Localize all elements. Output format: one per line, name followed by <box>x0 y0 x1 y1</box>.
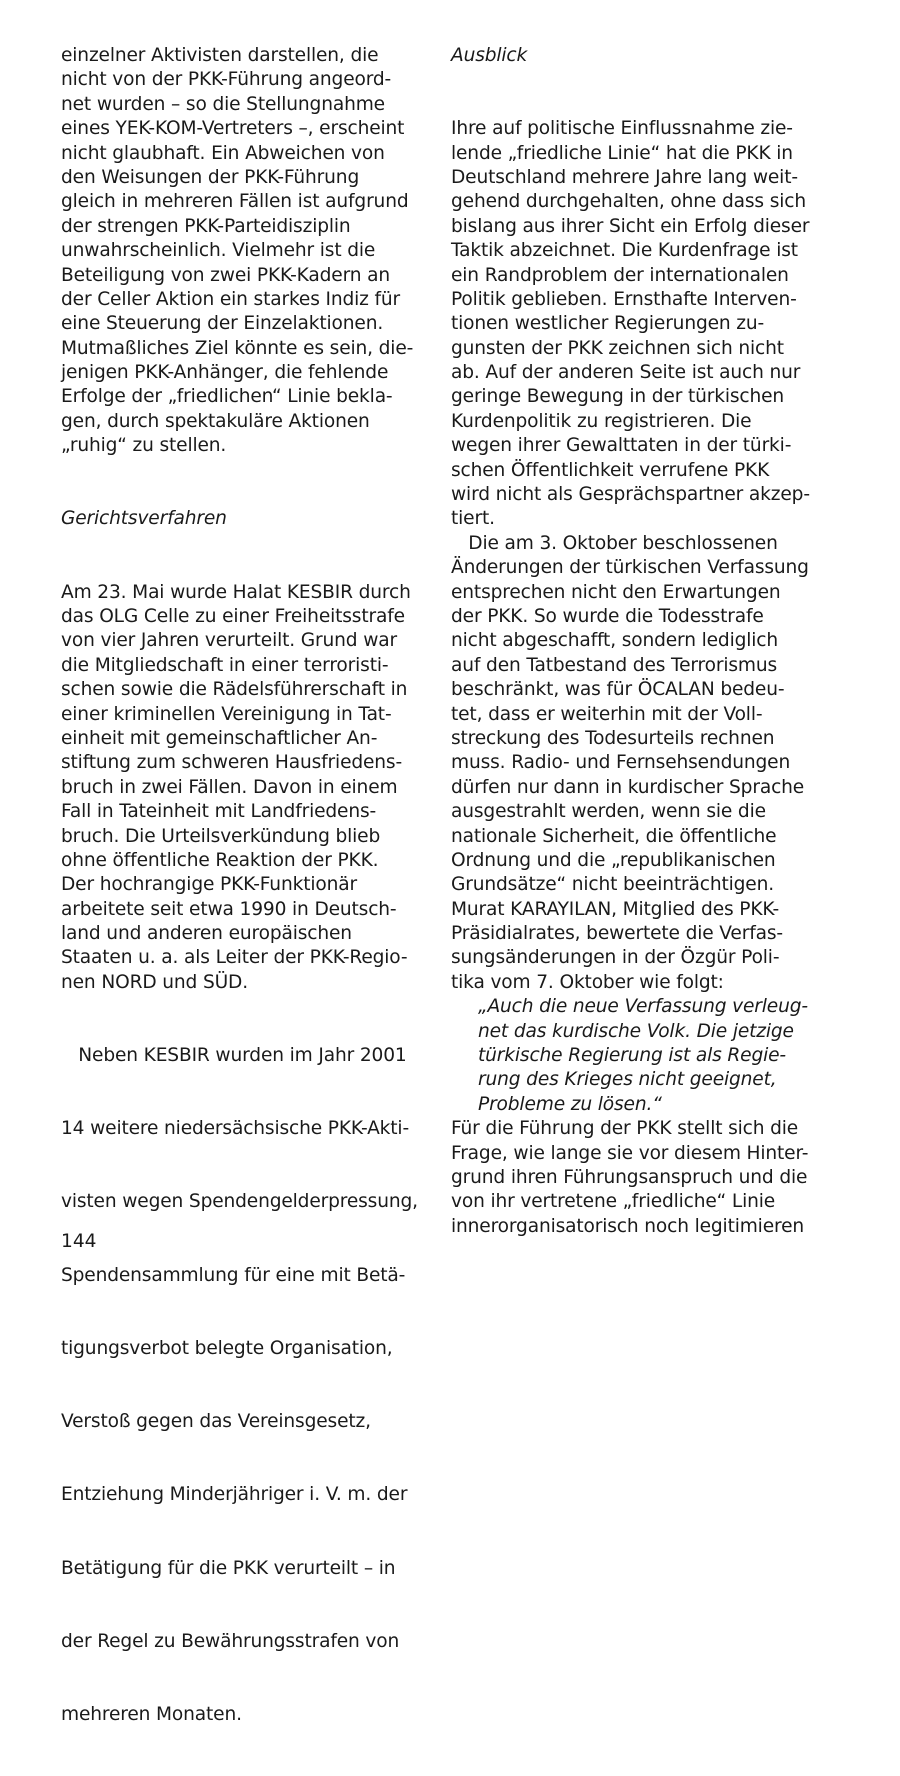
text-line: Betätigung für die PKK verurteilt – in <box>61 1557 396 1579</box>
quote-line: Probleme zu lösen.“ <box>478 1093 662 1115</box>
text-line: einzelner Aktivisten darstellen, die <box>61 45 379 66</box>
text-line: net wurden – so die Stellungnahme <box>61 93 385 115</box>
text-line: wegen ihrer Gewalttaten in der türki- <box>451 435 792 457</box>
text-line: beschränkt, was für ÖCALAN bedeu- <box>451 679 785 701</box>
text-line: tika vom 7. Oktober wie folgt: <box>451 971 724 993</box>
quote-line: net das kurdische Volk. Die jetzige <box>478 1020 794 1042</box>
text-line: eines YEK-KOM-Vertreters –, erscheint <box>61 118 405 140</box>
text-line: gleich in mehreren Fällen ist aufgrund <box>61 191 409 213</box>
text-line: Erfolge der „friedlichen“ Linie bekla- <box>61 386 393 408</box>
text-line: der PKK. So wurde die Todesstrafe <box>451 606 764 627</box>
text-line: Frage, wie lange sie vor diesem Hinter- <box>451 1142 809 1164</box>
spacer <box>61 459 421 508</box>
text-line: geringe Bewegung in der türkischen <box>451 386 785 408</box>
text-line: der Celler Aktion ein starkes Indiz für <box>61 288 401 310</box>
quote-line: türkische Regierung ist als Regie- <box>478 1045 786 1067</box>
text-line: nicht glaubhaft. Ein Abweichen von <box>61 142 385 164</box>
paragraph-constitution <box>451 532 811 995</box>
text-line: ohne öffentliche Reaktion der PKK. <box>61 849 379 871</box>
text-line: einheit mit gemeinschaftlicher An- <box>61 727 378 749</box>
text-line: stiftung zum schweren Hausfriedens- <box>61 752 403 774</box>
text-line: eine Steuerung der Einzelaktionen. <box>61 313 384 335</box>
paragraph-kesbir <box>61 581 421 996</box>
text-line: arbeitete seit etwa 1990 in Deutsch- <box>61 898 397 920</box>
text-line: nationale Sicherheit, die öffentliche <box>451 825 777 847</box>
text-line: bislang aus ihrer Sicht ein Erfolg dieser <box>451 215 810 237</box>
text-line: ein Randproblem der internationalen <box>451 264 789 286</box>
text-line: tet, dass er weiterhin mit der Voll- <box>451 703 763 725</box>
text-line: Staaten u. a. als Leiter der PKK-Regio- <box>61 947 408 969</box>
text-line: Am 23. Mai wurde Halat KESBIR durch <box>61 581 411 603</box>
text-line: Taktik abzeichnet. Die Kurdenfrage ist <box>451 240 798 262</box>
text-line: Der hochrangige PKK-Funktionär <box>61 874 357 896</box>
text-line: grund ihren Führungsanspruch und die <box>451 1166 808 1188</box>
text-line: mehreren Monaten. <box>61 1703 242 1725</box>
text-line: Murat KARAYILAN, Mitglied des PKK- <box>451 898 780 920</box>
text-line: sungsänderungen in der Özgür Poli- <box>451 947 780 969</box>
text-line: nicht abgeschafft, sondern lediglich <box>451 630 778 652</box>
text-line: Grundsätze“ nicht beeinträchtigen. <box>451 874 774 896</box>
text-line: ab. Auf der anderen Seite ist auch nur <box>451 362 801 384</box>
text-line: von ihr vertretene „friedliche“ Linie <box>451 1191 776 1213</box>
text-line: ausgestrahlt werden, wenn sie die <box>451 801 766 823</box>
text-line: schen Öffentlichkeit verrufene PKK <box>451 459 770 481</box>
section-heading-gerichtsverfahren: Gerichtsverfahren <box>61 508 227 530</box>
quote-karayilan <box>451 995 811 1117</box>
text-line: Ordnung und die „republikanischen <box>451 849 776 871</box>
text-line: nicht von der PKK-Führung angeord- <box>61 69 392 91</box>
paragraph-intro <box>61 44 421 459</box>
text-line: von vier Jahren verurteilt. Grund war <box>61 630 397 652</box>
text-line: bruch. Die Urteilsverkündung blieb <box>61 825 381 847</box>
text-line: den Weisungen der PKK-Führung <box>61 166 360 188</box>
text-line: entsprechen nicht den Erwartungen <box>451 581 781 603</box>
quote-line: „Auch die neue Verfassung verleug- <box>478 996 808 1018</box>
text-line: Die am 3. Oktober beschlossenen <box>451 532 778 554</box>
text-line: Neben KESBIR wurden im Jahr 2001 <box>61 1045 407 1067</box>
page-number: 144 <box>61 1231 97 1252</box>
text-line: tiert. <box>451 508 495 530</box>
text-line: 14 weitere niedersächsische PKK-Akti- <box>61 1118 410 1140</box>
text-line: nen NORD und SÜD. <box>61 971 248 993</box>
text-line: visten wegen Spendengelderpressung, <box>61 1191 418 1213</box>
text-line: der strengen PKK-Parteidisziplin <box>61 215 351 237</box>
text-line: Präsidialrates, bewertete die Verfas- <box>451 923 783 945</box>
text-line: innerorganisatorisch noch legitimieren <box>451 1215 805 1237</box>
spacer <box>451 68 811 117</box>
text-line: dürfen nur dann in kurdischer Sprache <box>451 776 805 798</box>
text-line: jenigen PKK-Anhänger, die fehlende <box>61 362 389 384</box>
text-line: die Mitgliedschaft in einer terroristi- <box>61 654 389 676</box>
text-line: einer kriminellen Vereinigung in Tat- <box>61 703 392 725</box>
text-line: unwahrscheinlich. Vielmehr ist die <box>61 240 376 262</box>
text-line: tigungsverbot belegte Organisation, <box>61 1337 393 1359</box>
text-line: land und anderen europäischen <box>61 923 352 945</box>
text-line: bruch in zwei Fällen. Davon in einem <box>61 776 398 798</box>
text-line: Fall in Tateinheit mit Landfriedens- <box>61 801 377 823</box>
quote-line: rung des Krieges nicht geeignet, <box>478 1069 777 1091</box>
paragraph-others <box>61 995 421 1776</box>
text-line: das OLG Celle zu einer Freiheitsstrafe <box>61 606 405 628</box>
text-line: gehend durchgehalten, ohne dass sich <box>451 191 806 213</box>
text-line: Mutmaßliches Ziel könnte es sein, die- <box>61 337 414 359</box>
text-line: streckung des Todesurteils rechnen <box>451 727 775 749</box>
text-line: lende „friedliche Linie“ hat die PKK in <box>451 142 793 164</box>
text-line: auf den Tatbestand des Terrorismus <box>451 654 778 676</box>
text-line: der Regel zu Bewährungsstrafen von <box>61 1630 400 1652</box>
spacer <box>61 532 421 581</box>
text-line: Deutschland mehrere Jahre lang weit- <box>451 166 798 188</box>
text-line: Verstoß gegen das Vereinsgesetz, <box>61 1411 371 1433</box>
text-line: Entziehung Minderjähriger i. V. m. der <box>61 1484 408 1506</box>
text-line: Änderungen der türkischen Verfassung <box>451 557 809 579</box>
text-line: Für die Führung der PKK stellt sich die <box>451 1118 799 1140</box>
text-line: gen, durch spektakuläre Aktionen <box>61 410 370 432</box>
text-line: wird nicht als Gesprächspartner akzep- <box>451 484 810 506</box>
text-line: Kurdenpolitik zu registrieren. Die <box>451 410 752 432</box>
left-column <box>61 44 421 1776</box>
right-column <box>451 44 811 1239</box>
text-line: tionen westlicher Regierungen zu- <box>451 313 765 335</box>
text-line: muss. Radio- und Fernsehsendungen <box>451 752 791 774</box>
text-line: Beteiligung von zwei PKK-Kadern an <box>61 264 391 286</box>
paragraph-closing <box>451 1117 811 1239</box>
text-line: schen sowie die Rädelsführerschaft in <box>61 679 408 701</box>
text-line: „ruhig“ zu stellen. <box>61 435 227 457</box>
text-line: Politik geblieben. Ernsthafte Interven- <box>451 288 797 310</box>
paragraph-outlook <box>451 117 811 532</box>
section-heading-ausblick: Ausblick <box>451 45 528 66</box>
text-line: gunsten der PKK zeichnen sich nicht <box>451 337 784 359</box>
text-line: Ihre auf politische Einflussnahme zie- <box>451 118 793 140</box>
text-line: Spendensammlung für eine mit Betä- <box>61 1264 406 1286</box>
